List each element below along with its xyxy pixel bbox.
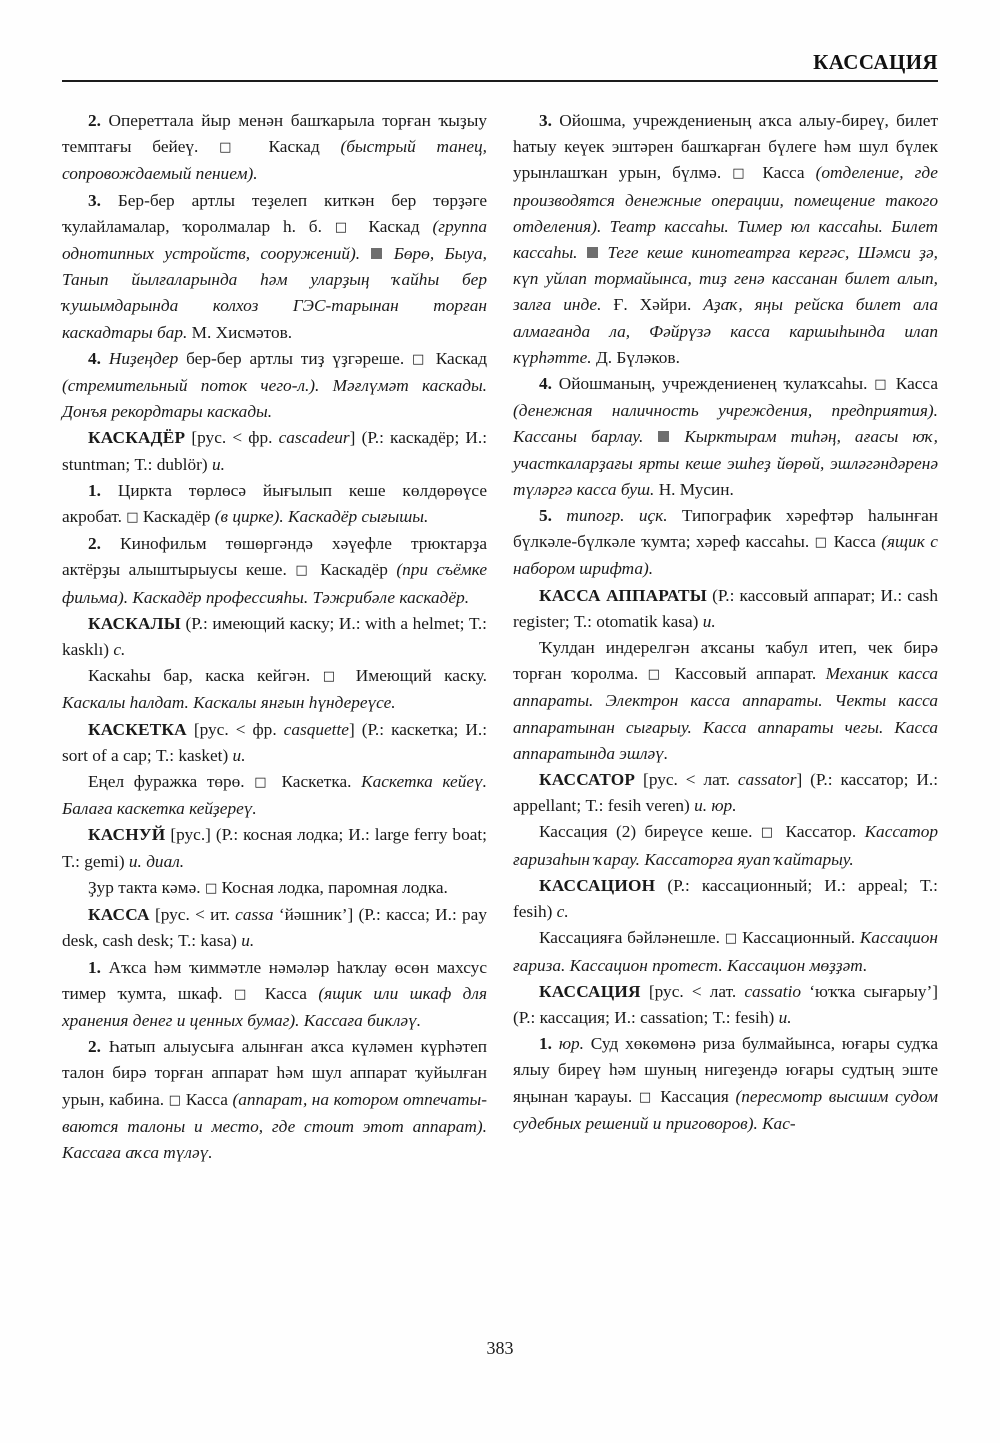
translation-marker-icon: □: [204, 880, 218, 896]
example-text: Механик касса аппараты. Электрон касса аппараты. Чекты касса аппаратынан сығарыу. Касса аппараты чегы. Касса аппаратында эшләү.: [513, 664, 938, 763]
etymon: casquette: [283, 719, 349, 739]
dictionary-entry: КАСНУЙ [рус.] (Р.: косная лодка; И.: large ferry boat; Т.: gemi) и. диал.: [62, 825, 487, 871]
entry-sense: 4. Ниҙеңдер бер-бер артлы тиҙ үҙгәреше. □ Каскад (стремительный поток чего-л.). Мәғлүмәт каскады. Донъя рекордтары каскады.: [62, 348, 487, 422]
headword: КАССАЦИОН: [539, 875, 656, 895]
russian-gloss: (денежная наличность учреждения, предприятия). Кассаны барлау.: [513, 401, 938, 447]
russian-gloss: (быстрый танец, сопровождаемый пением).: [62, 137, 487, 184]
part-of-speech: и.: [778, 1007, 792, 1027]
citation-text: Кырктырам тиһәң, ағасы юҡ, участкаларҙағы ярты кеше эшһеҙ йөрөй, эшләгәндәренә түләргә касса буш.: [513, 427, 938, 499]
citation-text: Бөрө, Быуа, Танып йылғаларында һәм уларҙың ҡайһы бер ҡушымдарында колхоз ГЭС-тарынан торған каскадтары бар.: [62, 244, 487, 342]
sense-number: 5.: [539, 506, 552, 526]
translation-marker-icon: □: [322, 669, 344, 685]
entry-sense: 1. Аҡса һәм ҡиммәтле нәмәләр һаҡлау өсөн махсус тимер ҡумта, шкаф. □ Касса (ящик или шкаф для хранения денег и ценных бумаг). Кассаға бикләү.: [62, 957, 487, 1030]
entry-body: Кассация (2) биреүсе кеше. □ Кассатор. Кассатор ғаризаһын ҡарау. Кассаторға яуап ҡайтарыу.: [513, 822, 938, 869]
entry-sense: 3. Ойошма, учреждениеның аҡса алыу-биреү, билет һатыу кеүек эштәрен башҡарған бүлеге һәм шул бүлек урынлашҡан урын, бүлмә. □ Касса (отделение, где производятся денежные операции, помещение такого отделения). Театр кассаһы. Тимер юл кассаһы. Билет кассаһы. Теге кеше кинотеатрға кергәс, Шәмси ҙә, күп уйлап тормайынса, тиҙ генә кассанан билет алып, залға инде. Ғ. Хәйри. Аҙаҡ, яңы рейска билет ала алмағанда ла, Фәйрүзә касса каршыһында илап күрһәтте. Д. Бүләков.: [513, 111, 938, 367]
entry-sense: 5. типогр. иҫк. Типографик хәрефтәр һалынған бүлкәле-бүлкәле ҡумта; хәреф кассаһы. □ Касса (ящик с набором шрифта).: [513, 506, 939, 579]
entry-sense: 1. Циркта төрлөсә йығылып кеше көлдөрөүсе акробат. □ Каскадёр (в цирке). Каскадёр сығышы.: [62, 480, 487, 527]
headword: КАСКАДЁР: [88, 428, 186, 448]
dictionary-entry: КАССАЦИЯ [рус. < лат. cassatio ‘юҡҡа сығарыу’] (Р.: кассация; И.: cassation; Т.: fesih) и.: [513, 981, 938, 1027]
translation-marker-icon: □: [126, 510, 139, 526]
entry-body: Ҡулдан индерелгән аҡсаны ҡабул итеп, чек бирә торған ҡоролма. □ Кассовый аппарат. Механик касса аппараты. Электрон касса аппараты. Чекты касса аппаратынан сығарыу. Касса аппараты чегы. Касса аппаратында эшләү.: [513, 638, 938, 763]
translation-marker-icon: □: [647, 667, 666, 683]
usage-label: юр.: [558, 1034, 584, 1054]
sense-number: 2.: [88, 534, 101, 554]
sense-number: 3.: [88, 190, 101, 210]
etymon: cassa: [235, 905, 274, 925]
translation-marker-icon: □: [168, 1092, 182, 1108]
sense-number: 1.: [539, 1034, 552, 1054]
sense-number: 3.: [539, 111, 552, 130]
translation-marker-icon: □: [760, 825, 778, 841]
example-text: Кассацион ғариза. Кассацион протест. Кассацион мөҙҙәт.: [513, 928, 938, 975]
running-head: КАССАЦИЯ: [813, 50, 938, 74]
part-of-speech: и. юр.: [694, 796, 737, 816]
part-of-speech: и.: [232, 745, 246, 765]
entry-sense: 2. Кинофильм төшөргәндә хәүефле трюктарҙа актёрҙы алыштырыусы кеше. □ Каскадёр (при съёмке фильма). Каскадёр профессияһы. Тәжрибәле каскадёр.: [62, 534, 487, 607]
translation-marker-icon: □: [874, 377, 889, 393]
translation-marker-icon: □: [233, 986, 254, 1002]
sense-number: 1.: [88, 480, 101, 500]
translation-marker-icon: □: [638, 1089, 654, 1105]
sense-number: 4.: [539, 374, 552, 394]
part-of-speech: и.: [241, 931, 255, 951]
dictionary-entry: КАССАЦИОН (Р.: кассационный; И.: appeal; Т.: fesih) с.: [513, 875, 938, 922]
dictionary-entry: КАСКЕТКА [рус. < фр. casquette] (Р.: каскетка; И.: sort of a cap; Т.: kasket) и.: [62, 719, 487, 765]
headword: КАСНУЙ: [88, 825, 166, 845]
entry-sense: 1. юр. Суд хөкөмөнә риза булмайынса, юғары судҡа ялыу биреү һәм шуның нигеҙендә юғары судтың эште яңынан ҡарауы. □ Кассация (пересмотр высшим судом судебных решений и приговоров). Кас-: [513, 1034, 938, 1133]
usage-label: типогр. иҫк.: [566, 506, 668, 526]
part-of-speech: и.: [702, 611, 716, 631]
page-header: [62, 52, 938, 82]
entry-sense: 4. Ойошманың, учреждениенең ҡулаҡсаһы. □ Касса (денежная наличность учреждения, предприятия). Кассаны барлау. Кырктырам тиһәң, ағасы юҡ, участкаларҙағы ярты кеше эшһеҙ йөрөй, эшләгәндәренә түләргә касса буш. Н. Мусин.: [513, 374, 938, 499]
part-of-speech: и.: [211, 454, 225, 474]
dictionary-entry: КАССАТОР [рус. < лат. cassator] (Р.: кассатор; И.: appellant; Т.: fesih veren) и. юр.: [513, 770, 938, 816]
sense-number: 2.: [88, 1037, 101, 1057]
translation-marker-icon: □: [732, 166, 752, 182]
russian-gloss: (пересмотр высшим судом судебных решений и приговоров). Кас-: [513, 1086, 938, 1133]
russian-gloss: (ящик или шкаф для хранения денег и ценных бумаг). Кассаға бикләү.: [62, 983, 487, 1030]
headword: КАСКАЛЫ: [88, 613, 181, 633]
entry-body: Каскаһы бар, каска кейгән. □ Имеющий каску. Каскалы һалдат. Каскалы янғын һүндереүсе.: [62, 666, 487, 713]
headword: КАССАЦИЯ: [539, 981, 641, 1001]
headword: КАСКЕТКА: [88, 719, 187, 739]
citation-source: М. Хисмәтов.: [191, 322, 293, 342]
russian-gloss: (аппарат, на котором отпечатываются талоны и место, где стоит этот аппарат). Кассаға аҡса түләү.: [62, 1089, 487, 1162]
citation-marker-icon: [658, 431, 669, 442]
entry-sense: 2. Опереттала йыр менән башҡарыла торған ҡыҙыу темптағы бейеү. □ Каскад (быстрый танец, сопровождаемый пением).: [62, 111, 487, 184]
citation-source: Д. Бүләков.: [595, 347, 680, 367]
sense-number: 1.: [88, 957, 101, 977]
etymon: cassatio: [744, 981, 802, 1001]
page-columns: [62, 108, 938, 1166]
headword: КАССА: [88, 905, 150, 925]
headword: КАССА АППАРАТЫ: [539, 585, 707, 605]
russian-gloss: (стремительный поток чего-л.). Мәғлүмәт каскады. Донъя рекордтары каскады.: [62, 376, 487, 422]
sense-number: 4.: [88, 348, 101, 368]
entry-body: Еңел фуражка төрө. □ Каскетка. Каскетка кейеү. Балаға каскетка кейҙереү.: [62, 772, 487, 819]
example-text: Кассатор ғаризаһын ҡарау. Кассаторға яуап ҡайтарыу.: [513, 822, 938, 869]
page-number: 383: [486, 1338, 514, 1358]
entry-sense: 3. Бер-бер артлы теҙелеп киткән бер төрҙәге ҡулайламалар, ҡоролмалар һ. б. □ Каскад (группа однотипных устройств, сооружений). Бөрө, Быуа, Танып йылғаларында һәм уларҙың ҡайһы бер ҡушымдарында колхоз ГЭС-тарынан торған каскадтары бар. М. Хисмәтов.: [62, 190, 487, 342]
example-text: Каскетка кейеү. Балаға каскетка кейҙереү.: [62, 772, 487, 819]
left-column: [62, 108, 487, 1166]
translation-marker-icon: □: [295, 563, 312, 579]
example-text: Каскалы һалдат. Каскалы янғын һүндереүсе.: [62, 693, 396, 713]
etymon: cascadeur: [278, 428, 350, 448]
russian-gloss: (в цирке). Каскадёр сығышы.: [214, 507, 429, 527]
translation-marker-icon: □: [254, 775, 272, 791]
translation-marker-icon: □: [814, 535, 829, 551]
citation-marker-icon: [587, 247, 598, 258]
dictionary-entry: КАСКАДЁР [рус. < фр. cascadeur] (Р.: каскадёр; И.: stuntman; Т.: dublör) и.: [62, 428, 488, 474]
sense-lead: Ниҙеңдер: [108, 348, 179, 368]
sense-number: 2.: [88, 111, 101, 130]
russian-gloss: (ящик с набором шрифта).: [513, 532, 938, 579]
dictionary-entry: КАССА АППАРАТЫ (Р.: кассовый аппарат; И.: cash register; Т.: otomatik kasa) и.: [513, 585, 938, 631]
entry-body: Ҙур такта кәмә. □ Косная лодка, паромная лодка.: [88, 877, 448, 897]
translation-marker-icon: □: [412, 351, 428, 367]
entry-sense: 2. Һатып алыусыға алынған аҡса күләмен күрһәтеп талон бирә торған аппарат һәм шул аппарат ҡуйылған урын, кабина. □ Касса (аппарат, на котором отпечатываются талоны и место, где стоит этот аппарат). Кассаға аҡса түләү.: [62, 1037, 487, 1162]
citation-marker-icon: [371, 248, 382, 259]
dictionary-entry: КАСКАЛЫ (Р.: имеющий каску; И.: with a helmet; Т.: kasklı) с.: [62, 613, 487, 660]
part-of-speech: с.: [556, 902, 569, 922]
headword: КАССАТОР: [539, 770, 636, 790]
part-of-speech: с.: [113, 640, 126, 660]
translation-marker-icon: □: [724, 931, 738, 947]
translation-marker-icon: □: [219, 140, 248, 156]
citation-text: Аҙаҡ, яңы рейска билет ала алмағанда ла, Фәйрүзә касса каршыһында илап күрһәтте.: [513, 295, 938, 367]
russian-gloss: (при съёмке фильма). Каскадёр профессияһы. Тәжрибәле каскадёр.: [62, 560, 487, 607]
citation-source: Ғ. Хәйри.: [613, 295, 692, 315]
citation-source: Н. Мусин.: [658, 479, 734, 499]
russian-gloss: (отделение, где производятся денежные операции, помещение такого отделения). Театр кассаһы. Тимер юл кассаһы. Билет кассаһы.: [513, 163, 938, 263]
part-of-speech: и. диал.: [128, 851, 185, 871]
etymon: cassator: [737, 770, 797, 790]
header-rule: [62, 80, 938, 82]
citation-text: Теге кеше кинотеатрға кергәс, Шәмси ҙә, күп уйлап тормайынса, тиҙ генә кассанан билет алып, залға инде.: [513, 243, 938, 315]
translation-marker-icon: □: [334, 219, 356, 235]
dictionary-entry: КАССА [рус. < ит. cassa ‘йәшник’] (Р.: касса; И.: pay desk, cash desk; Т.: kasa) и.: [62, 905, 487, 951]
entry-body: Кассацияға бәйләнешле. □ Кассационный. Кассацион ғариза. Кассацион протест. Кассацион мөҙҙәт.: [513, 928, 938, 975]
russian-gloss: (группа однотипных устройств, сооружений).: [62, 216, 487, 264]
right-column: [513, 108, 938, 1166]
